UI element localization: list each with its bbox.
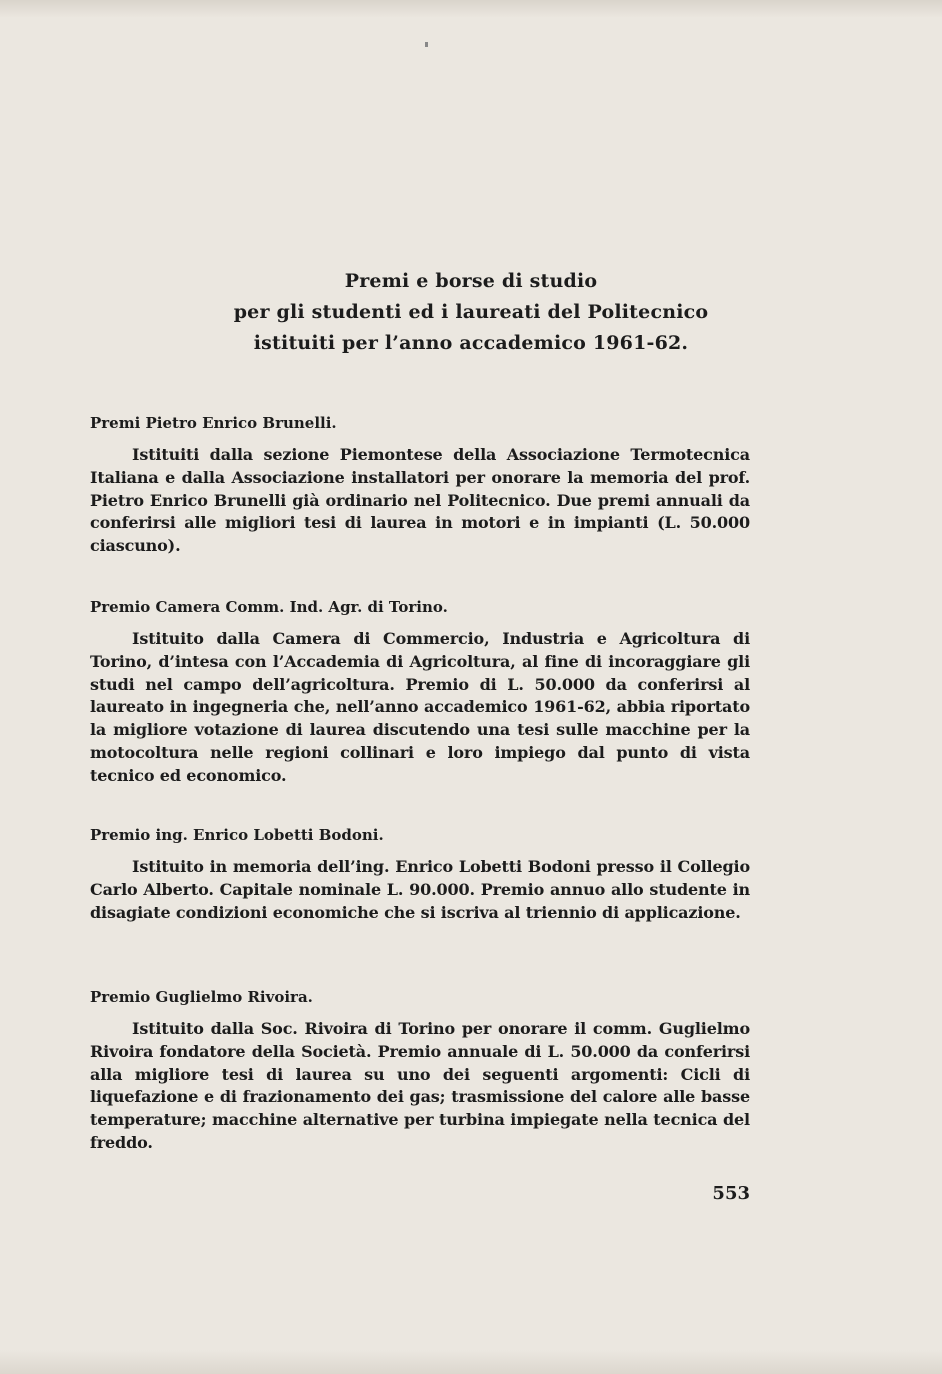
title-line: istituiti per l’anno accademico 1961-62. — [253, 332, 689, 354]
section-body: Istituito in memoria dell’ing. Enrico Lobetti Bodoni presso il Collegio Carlo Alberto. Capitale nominale L. 90.000. Premio annuo allo studente in disagiate condizioni economiche che si iscriva al triennio di applicazione. — [90, 857, 750, 922]
section-body: Istituiti dalla sezione Piemontese della Associazione Termotecnica Italiana e dalla Associazione installatori per onorare la memoria del prof. Pietro Enrico Brunelli già ordinario nel Politecnico. Due premi annuali da conferirsi alle migliori tesi di laurea in motori e in impianti (L. 50.000 ciascuno). — [90, 445, 750, 556]
section-body: Istituito dalla Camera di Commercio, Industria e Agricoltura di Torino, d’intesa con l’Accademia di Agricoltura, al fine di incoraggiare gli studi nel campo dell’agricoltura. Premio di L. 50.000 da conferirsi al laureato in ingegneria che, nell’anno accademico 1961-62, abbia riportato la migliore votazione di laurea discutendo una tesi sulle macchine per la motocoltura nelle regioni collinari e loro impiego dal punto di vista tecnico ed economico. — [90, 629, 750, 785]
title-line: per gli studenti ed i laureati del Politecnico — [233, 301, 709, 323]
document-title — [0, 266, 942, 359]
page-number: 553 — [712, 1183, 750, 1204]
section-premio-rivoira — [90, 987, 750, 1155]
title-line: Premi e borse di studio — [344, 270, 598, 292]
section-heading: Premio ing. Enrico Lobetti Bodoni. — [90, 826, 384, 844]
section-body: Istituito dalla Soc. Rivoira di Torino per onorare il comm. Guglielmo Rivoira fondatore della Società. Premio annuale di L. 50.000 da conferirsi alla migliore tesi di laurea su uno dei seguenti argomenti: Cicli di liquefazione e di frazionamento dei gas; trasmissione del calore alle basse temperature; macchine alternative per turbina impiegate nella tecnica del freddo. — [90, 1019, 750, 1152]
section-heading: Premi Pietro Enrico Brunelli. — [90, 414, 337, 432]
section-premio-camera-commercio — [90, 597, 750, 788]
section-premi-brunelli — [90, 413, 750, 558]
section-heading: Premio Guglielmo Rivoira. — [90, 988, 313, 1006]
section-heading: Premio Camera Comm. Ind. Agr. di Torino. — [90, 598, 448, 616]
section-premio-lobetti-bodoni — [90, 825, 750, 924]
print-speck — [425, 42, 428, 47]
